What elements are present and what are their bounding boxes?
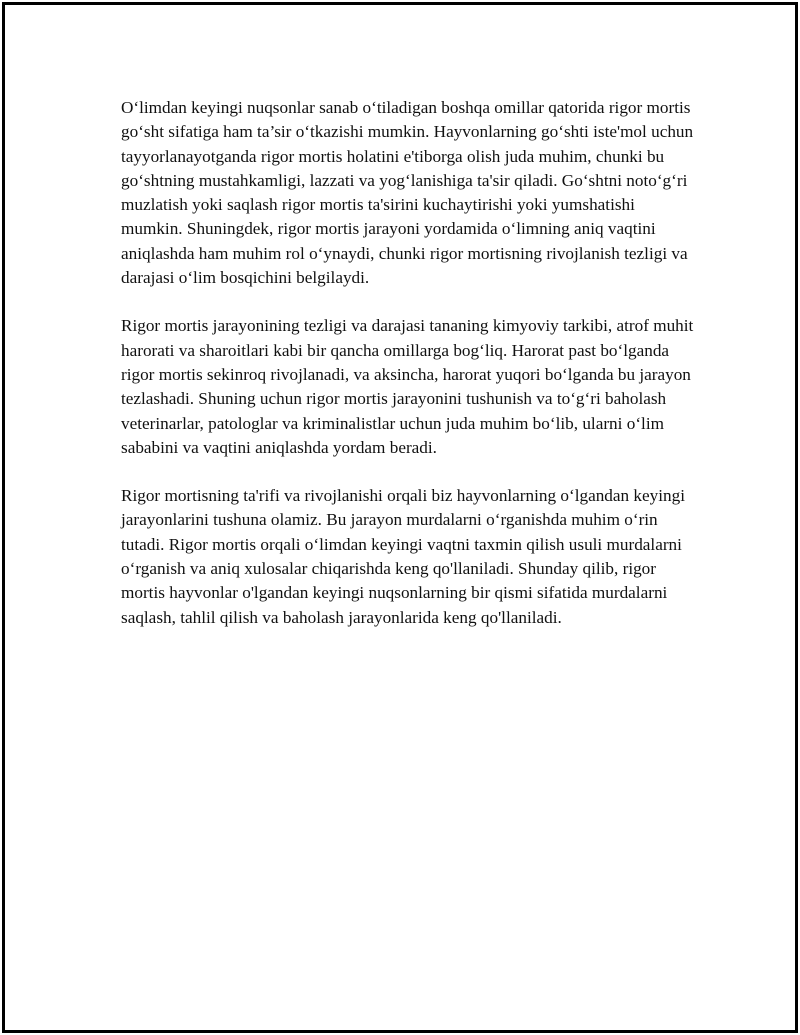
document-body (121, 96, 699, 654)
paragraph-3: Rigor mortisning ta'rifi va rivojlanishi orqali biz hayvonlarning o‘lgandan keyingi jarayonlarini tushuna olamiz. Bu jarayon murdalarni o‘rganishda muhim o‘rin tutadi. Rigor mortis orqali o‘limdan keyingi vaqtni taxmin qilish usuli murdalarni o‘rganish va aniq xulosalar chiqarishda keng qo'llaniladi. Shunday qilib, rigor mortis hayvonlar o'lgandan keyingi nuqsonlarning bir qismi sifatida murdalarni saqlash, tahlil qilish va baholash jarayonlarida keng qo'llaniladi. (121, 486, 685, 627)
paragraph-1: O‘limdan keyingi nuqsonlar sanab o‘tiladigan boshqa omillar qatorida rigor mortis go‘sht sifatiga ham ta’sir o‘tkazishi mumkin. Hayvonlarning go‘shti iste'mol uchun tayyorlanayotganda rigor mortis holatini e'tiborga olish juda muhim, chunki bu go‘shtning mustahkamligi, lazzati va yog‘lanishiga ta'sir qiladi. Go‘shtni noto‘g‘ri muzlatish yoki saqlash rigor mortis ta'sirini kuchaytirishi yoki yumshatishi mumkin. Shuningdek, rigor mortis jarayoni yordamida o‘limning aniq vaqtini aniqlashda ham muhim rol o‘ynaydi, chunki rigor mortisning rivojlanish tezligi va darajasi o‘lim bosqichini belgilaydi. (121, 98, 694, 288)
paragraph-2: Rigor mortis jarayonining tezligi va darajasi tananing kimyoviy tarkibi, atrof muhit harorati va sharoitlari kabi bir qancha omillarga bog‘liq. Harorat past bo‘lganda rigor mortis sekinroq rivojlanadi, va aksincha, harorat yuqori bo‘lganda bu jarayon tezlashadi. Shuning uchun rigor mortis jarayonini tushunish va to‘g‘ri baholash veterinarlar, patologlar va kriminalistlar uchun juda muhim bo‘lib, ularni o‘lim sababini va vaqtini aniqlashda yordam beradi. (121, 316, 694, 457)
page-frame (2, 2, 798, 1033)
